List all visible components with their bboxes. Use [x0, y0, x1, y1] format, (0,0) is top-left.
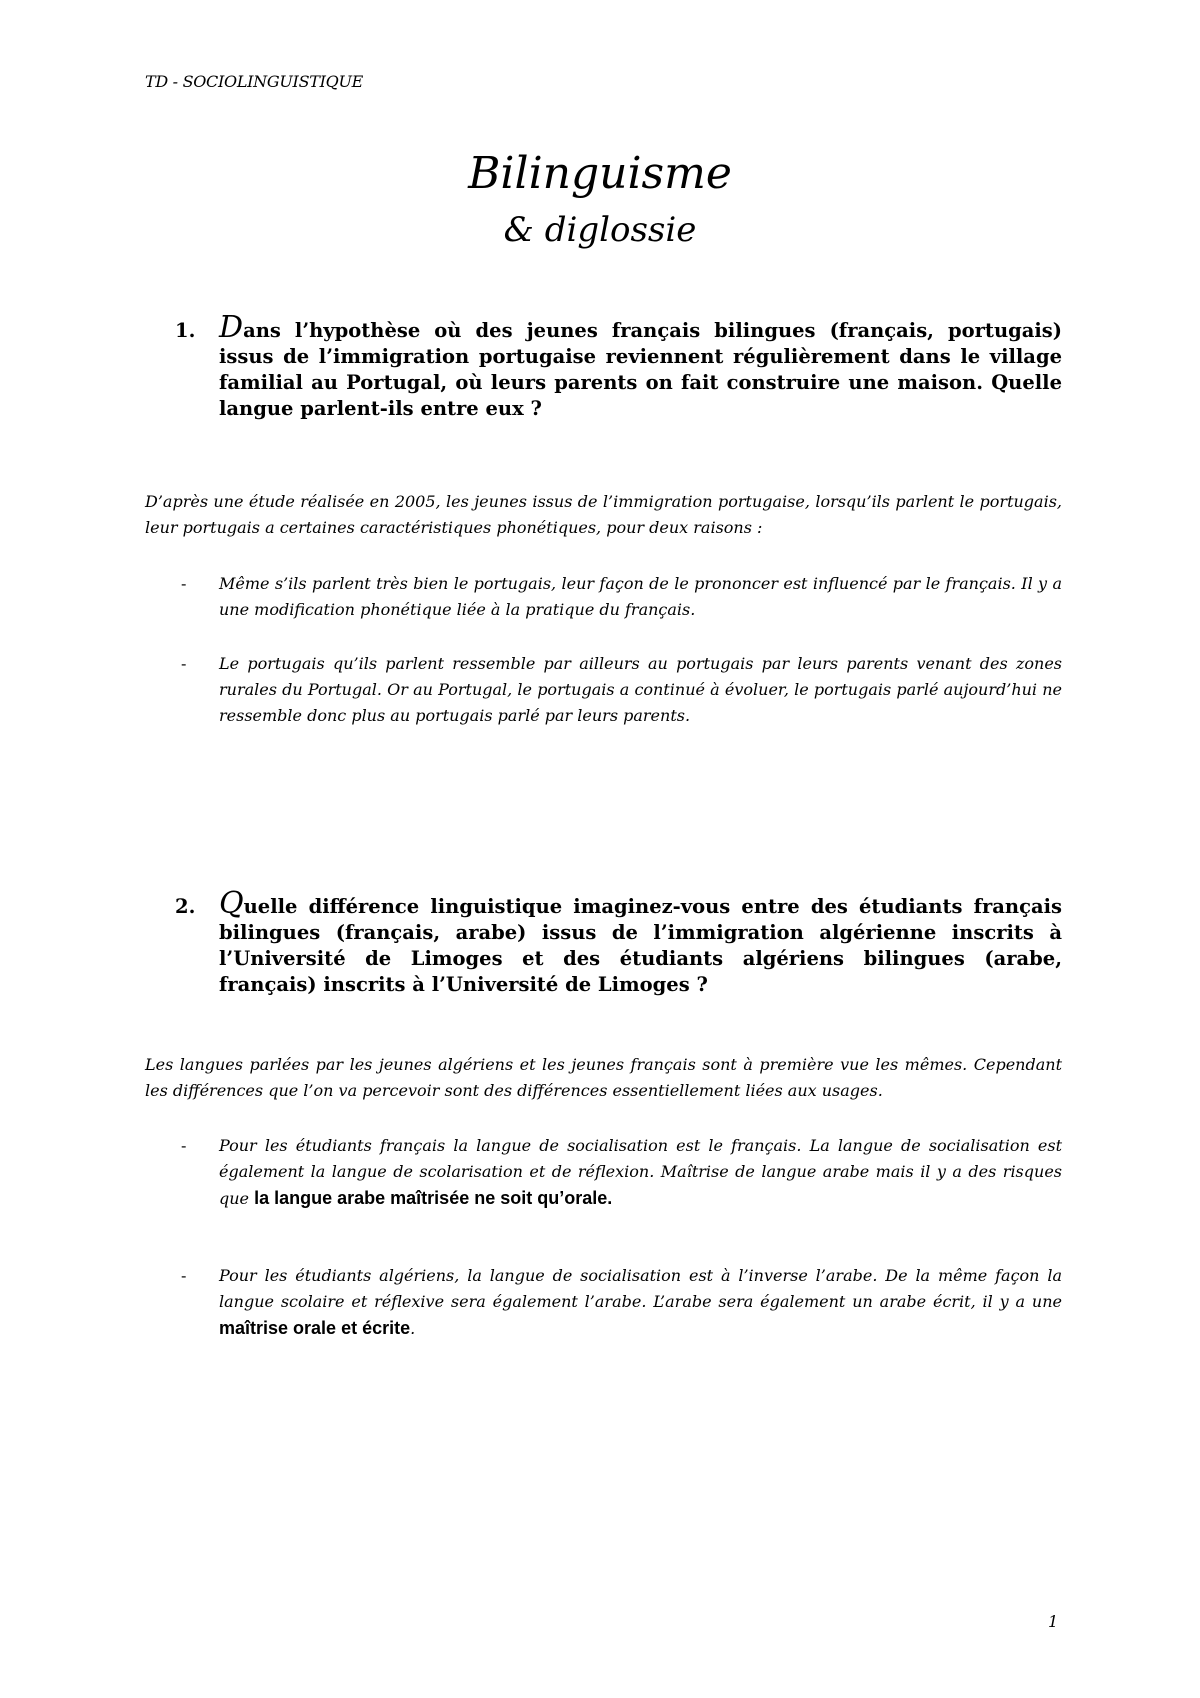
bullet-end: .: [410, 1319, 416, 1338]
bullet-mark: -: [181, 654, 187, 673]
question-text: [178, 886, 1062, 998]
bullet-text: Le portugais qu’ils parlent ressemble par ailleurs au portugais par leurs parents venant des zones rurales du Portugal. Or au Portugal, le portugais a continué à évoluer, le portugais parlé aujourd’hui ne ressemble donc plus au portugais parlé par leurs parents.: [219, 654, 1062, 725]
bullet-emphasis: maîtrise orale et écrite: [219, 1318, 411, 1338]
bullet-body: Pour les étudiants français la langue de socialisation est le français. La langue de socialisation est également la langue de scolarisation et de réflexion. Maîtrise de langue arabe mais il y a des risques que: [219, 1136, 1062, 1208]
question-initial: Q: [219, 886, 244, 921]
question-2: [175, 886, 1062, 998]
answer-2-bullet-1: [178, 1133, 1062, 1212]
answer-1-bullet-2: [178, 651, 1062, 729]
question-number: 2.: [175, 895, 196, 918]
question-body: ans l’hypothèse où des jeunes français bilingues (français, portugais) issus de l’immigration portugaise reviennent régulièrement dans le village familial au Portugal, où leurs parents on fait construire une maison. Quelle langue parlent-ils entre eux ?: [219, 319, 1062, 420]
page-header: TD - SOCIOLINGUISTIQUE: [145, 72, 364, 91]
bullet-text: Même s’ils parlent très bien le portugais, leur façon de le prononcer est influencé par le français. Il y a une modification phonétique liée à la pratique du français.: [219, 574, 1062, 619]
answer-1-bullet-1: [178, 571, 1062, 623]
bullet-mark: -: [181, 574, 187, 593]
bullet-mark: -: [181, 1266, 187, 1285]
question-initial: D: [219, 310, 244, 345]
bullet-body: Pour les étudiants algériens, la langue de socialisation est à l’inverse l’arabe. De la même façon la langue scolaire et réflexive sera également l’arabe. L’arabe sera également un arabe écrit, il y a une: [219, 1266, 1062, 1311]
bullet-mark: -: [181, 1136, 187, 1155]
answer-2-intro: Les langues parlées par les jeunes algériens et les jeunes français sont à première vue les mêmes. Cependant les différences que l’on va percevoir sont des différences essentiellement liées aux usages.: [145, 1055, 1062, 1100]
question-1: [175, 310, 1062, 422]
bullet-text: [178, 1263, 1062, 1342]
bullet-text: [178, 1133, 1062, 1212]
document-title: Bilinguisme: [468, 148, 732, 199]
document-subtitle: & diglossie: [503, 210, 697, 250]
answer-1-intro: D’après une étude réalisée en 2005, les jeunes issus de l’immigration portugaise, lorsqu’ils parlent le portugais, leur portugais a certaines caractéristiques phonétiques, pour deux raisons :: [145, 492, 1062, 537]
question-text: [178, 310, 1062, 422]
question-number: 1.: [175, 319, 196, 342]
page-number: 1: [1048, 1612, 1059, 1631]
answer-2-bullet-2: [178, 1263, 1062, 1342]
bullet-emphasis: la langue arabe maîtrisée ne soit qu’orale.: [254, 1188, 613, 1208]
question-body: uelle différence linguistique imaginez-vous entre des étudiants français bilingues (français, arabe) issus de l’immigration algérienne inscrits à l’Université de Limoges et des étudiants algériens bilingues (arabe, français) inscrits à l’Université de Limoges ?: [219, 895, 1062, 996]
